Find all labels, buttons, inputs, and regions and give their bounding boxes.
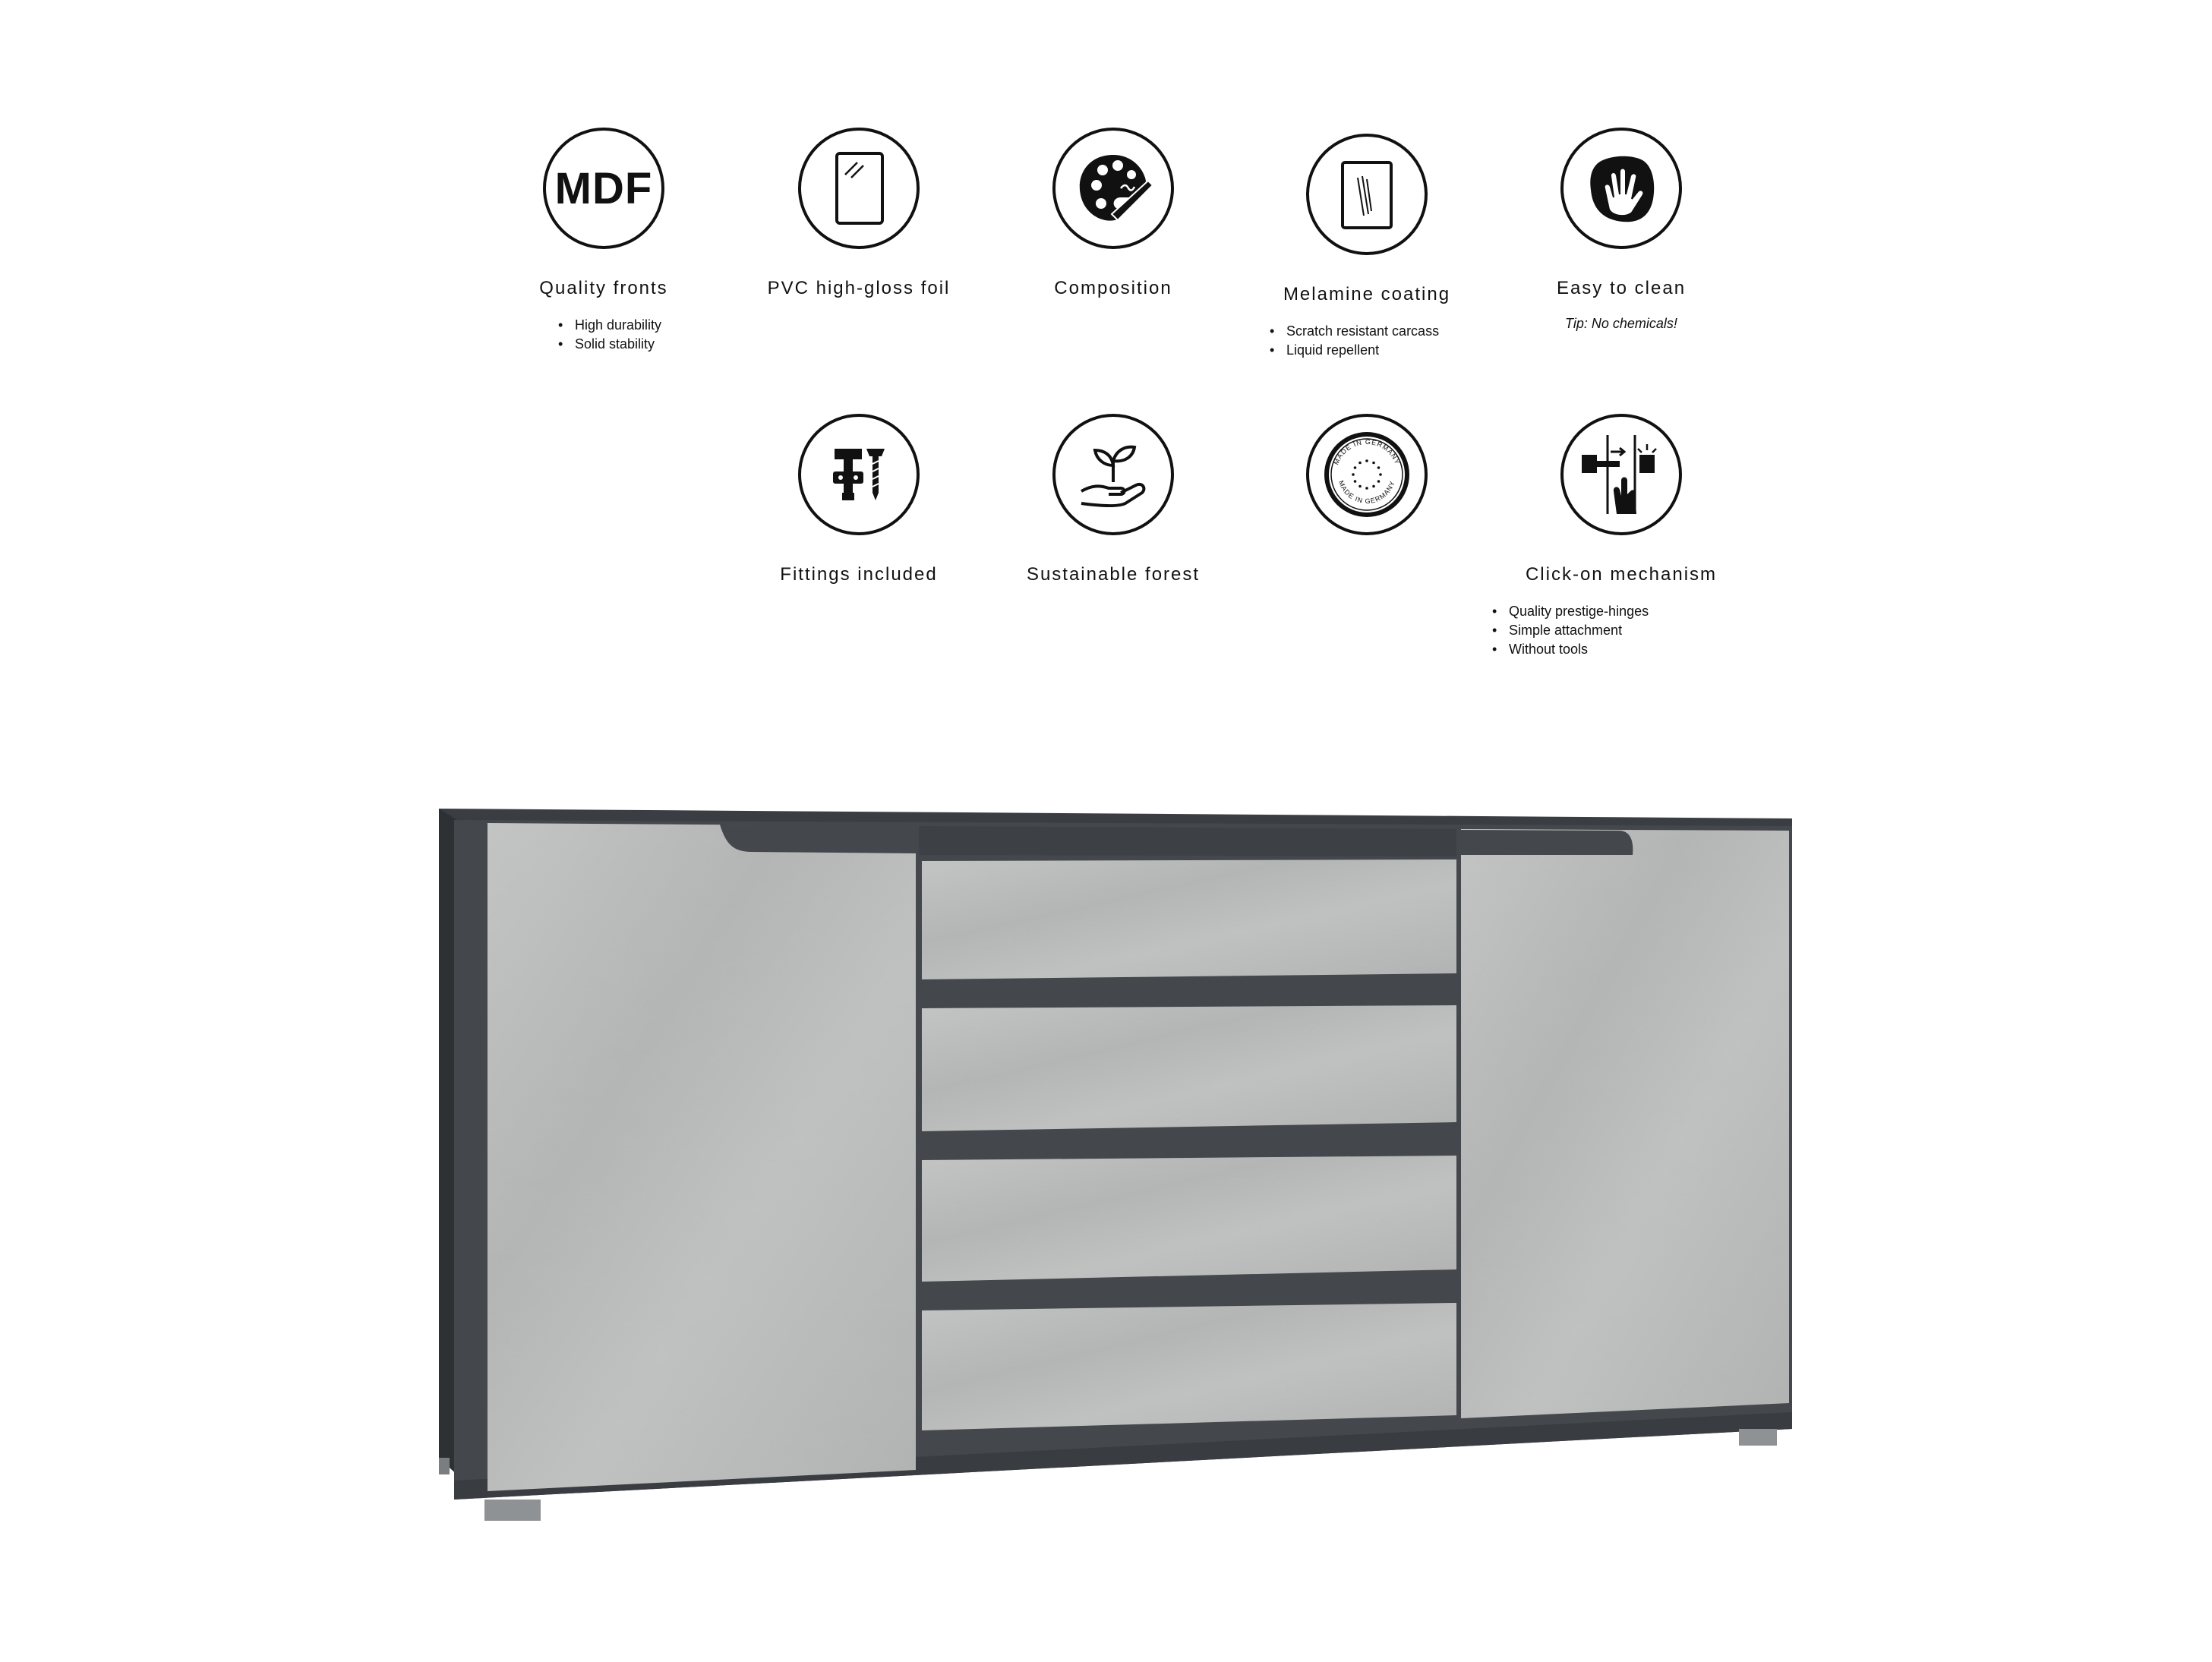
feature-tip: Tip: No chemicals! (1565, 316, 1677, 331)
bullet-item: • Solid stability (558, 335, 733, 354)
feature-bullets (1238, 322, 1496, 360)
sideboard-plinth (454, 1412, 1792, 1500)
sideboard-top (439, 809, 1792, 828)
sideboard-foot (1739, 1429, 1777, 1446)
feature-title: Fittings included (780, 564, 938, 585)
drawer-1 (922, 859, 1456, 979)
bullet-item: • Simple attachment (1492, 621, 1750, 640)
svg-text:MADE IN GERMANY: MADE IN GERMANY (1332, 437, 1402, 466)
right-door (1461, 829, 1789, 1418)
feature-title: Click-on mechanism (1525, 564, 1718, 585)
feature-easy-clean (1492, 128, 1750, 332)
drawer-3 (922, 1156, 1456, 1282)
feature-pvc-foil (730, 128, 988, 299)
feature-melamine (1238, 134, 1496, 360)
palette-icon (1052, 128, 1174, 249)
feature-title: Composition (1054, 278, 1172, 298)
feature-composition (984, 128, 1242, 299)
click-hinge-icon (1560, 414, 1682, 535)
feature-sustainable-forest (984, 414, 1242, 585)
fittings-icon (798, 414, 920, 535)
scratch-panel-icon (1306, 134, 1428, 255)
sprout-hand-icon (1052, 414, 1174, 535)
bullet-item: • Quality prestige-hinges (1492, 602, 1750, 621)
feature-title: Easy to clean (1556, 278, 1687, 298)
feature-click-on (1492, 414, 1750, 659)
feature-title: Sustainable forest (1026, 564, 1201, 585)
sideboard-foot (484, 1500, 541, 1521)
sideboard-carcass (454, 820, 1792, 1500)
bullet-item: • Liquid repellent (1270, 341, 1496, 360)
feature-bullets (1492, 602, 1750, 659)
bullet-item: • High durability (558, 316, 733, 335)
left-door (488, 823, 916, 1491)
feature-made-in-germany (1238, 414, 1496, 535)
bullet-item: • Without tools (1492, 640, 1750, 659)
glossy-panel-icon (798, 128, 920, 249)
made-in-germany-seal-icon (1306, 414, 1428, 535)
cleaning-hand-icon (1560, 128, 1682, 249)
feature-title: Melamine coating (1283, 284, 1451, 304)
bullet-item: • Scratch resistant carcass (1270, 322, 1496, 341)
feature-title: PVC high-gloss foil (767, 278, 951, 298)
sideboard-foot (439, 1458, 450, 1474)
feature-title: Quality fronts (539, 278, 668, 298)
feature-quality-fronts (475, 128, 733, 354)
drawer-2 (922, 1005, 1456, 1131)
svg-text:MADE IN GERMANY: MADE IN GERMANY (1337, 479, 1396, 506)
feature-fittings (730, 414, 988, 585)
mdf-icon: MDF (543, 128, 664, 249)
drawer-4 (922, 1303, 1456, 1430)
feature-bullets (475, 316, 733, 354)
sideboard-side (439, 809, 463, 1481)
